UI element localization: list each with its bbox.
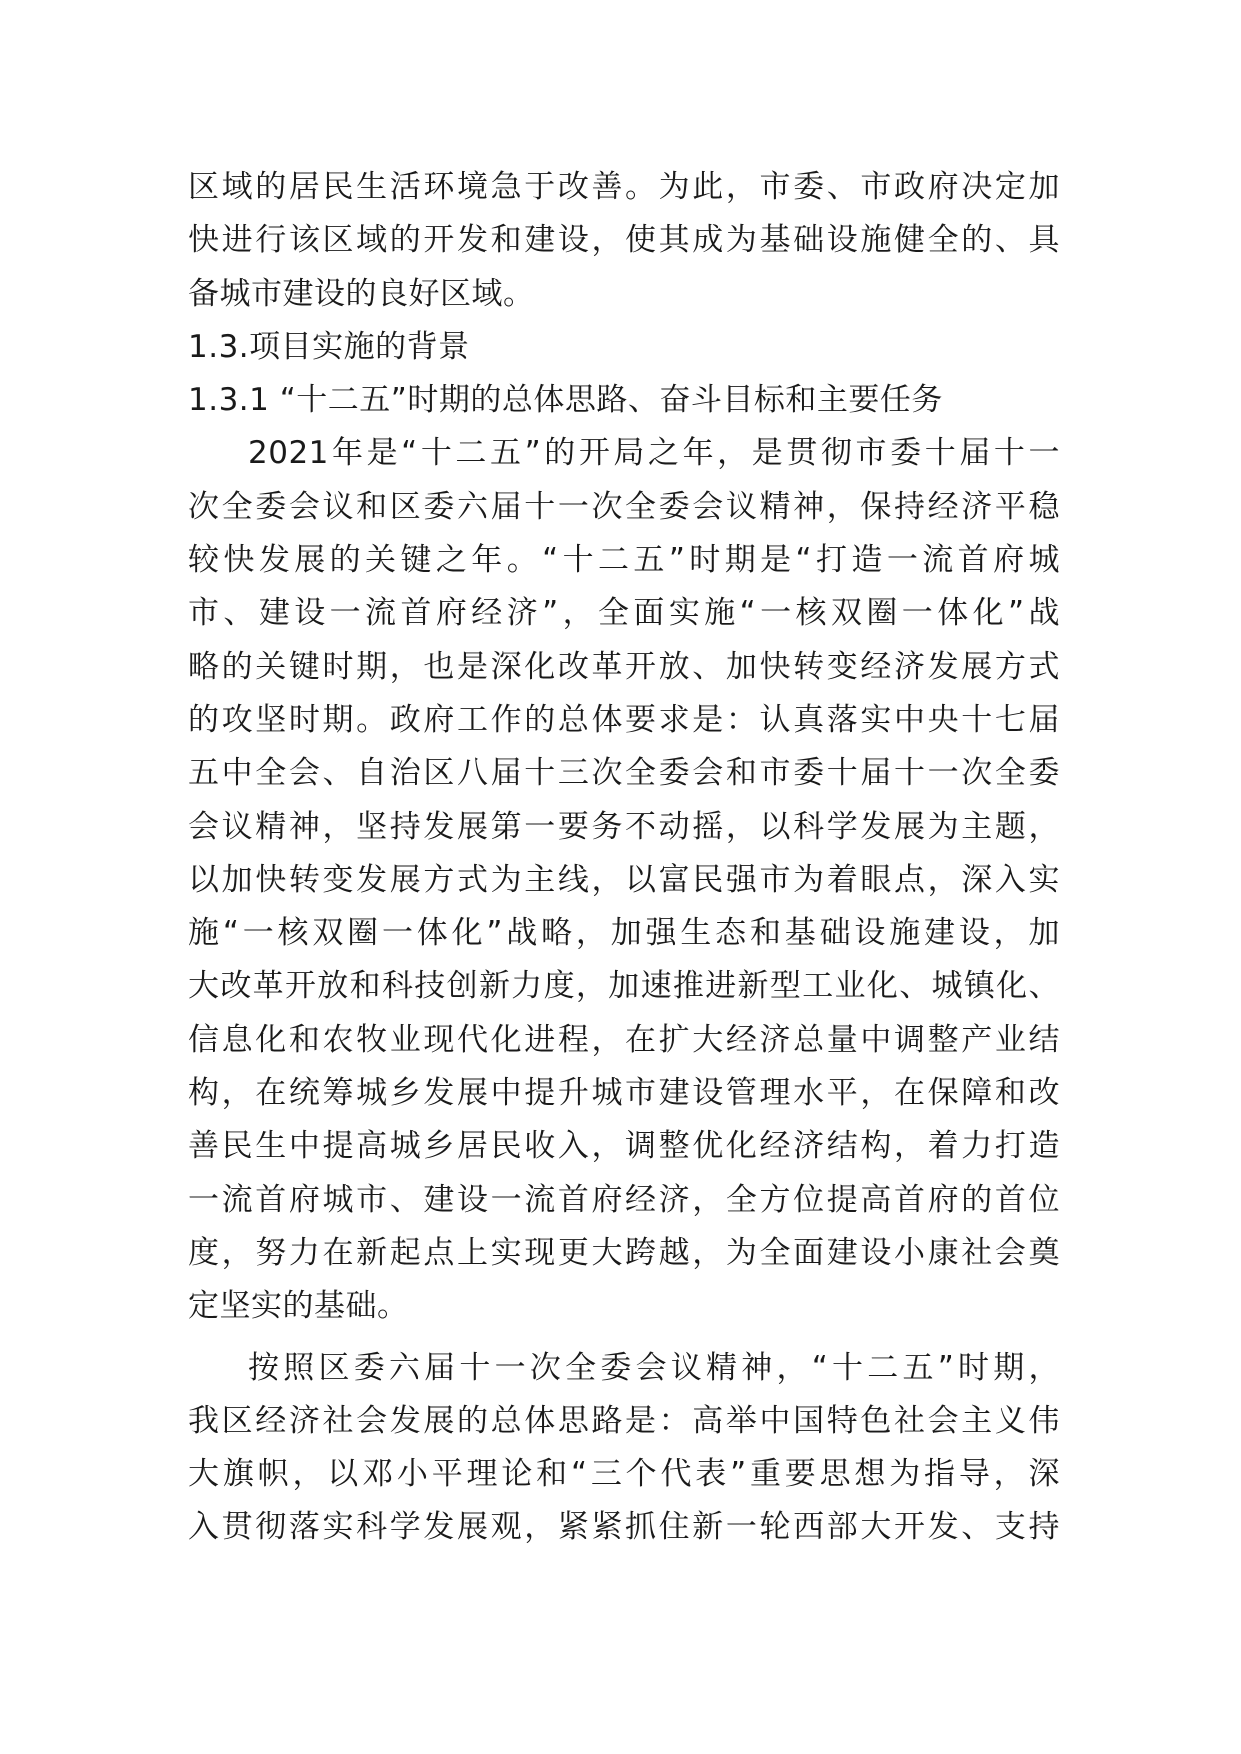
section-heading-1-3-1: 1.3.1 “十二五”时期的总体思路、奋斗目标和主要任务: [188, 382, 943, 419]
text-line: 大旗帜，以邓小平理论和“三个代表”重要思想为指导，深: [188, 1456, 1060, 1493]
paragraph-spacer: [188, 1334, 1060, 1342]
text-line: 会议精神，坚持发展第一要务不动摇，以科学发展为主题，: [188, 808, 1060, 845]
document-body: [188, 161, 1060, 1555]
text-line: 度，努力在新起点上实现更大跨越，为全面建设小康社会奠: [188, 1234, 1060, 1271]
text-line: 施“一核双圈一体化”战略，加强生态和基础设施建设，加: [188, 915, 1060, 952]
section-heading-1-3: 1.3.项目实施的背景: [188, 328, 470, 365]
text-line: 一流首府城市、建设一流首府经济，全方位提高首府的首位: [188, 1181, 1060, 1218]
text-line: 定坚实的基础。: [188, 1288, 409, 1325]
text-line: 2021年是“十二五”的开局之年，是贯彻市委十届十一: [248, 435, 1060, 472]
paragraph-2021-overview: [188, 427, 1060, 1333]
text-line: 善民生中提高城乡居民收入，调整优化经济结构，着力打造: [188, 1128, 1060, 1165]
text-line: 按照区委六届十一次全委会议精神，“十二五”时期，: [248, 1349, 1060, 1386]
text-line: 信息化和农牧业现代化进程，在扩大经济总量中调整产业结: [188, 1021, 1060, 1058]
text-line: 大改革开放和科技创新力度，加速推进新型工业化、城镇化、: [188, 968, 1060, 1005]
text-line: 构，在统筹城乡发展中提升城市建设管理水平，在保障和改: [188, 1075, 1060, 1112]
text-line: 区域的居民生活环境急于改善。为此，市委、市政府决定加: [188, 169, 1060, 205]
text-line: 五中全会、自治区八届十三次全委会和市委十届十一次全委: [188, 755, 1060, 792]
text-line: 略的关键时期，也是深化改革开放、加快转变经济发展方式: [188, 648, 1060, 685]
text-line: 备城市建设的良好区域。: [188, 275, 535, 312]
paragraph-continuation: [188, 161, 1060, 321]
text-line: 市、建设一流首府经济”，全面实施“一核双圈一体化”战: [188, 595, 1060, 632]
text-line: 快进行该区域的开发和建设，使其成为基础设施健全的、具: [188, 222, 1060, 259]
text-line: 较快发展的关键之年。“十二五”时期是“打造一流首府城: [188, 542, 1060, 579]
text-line: 入贯彻落实科学发展观，紧紧抓住新一轮西部大开发、支持: [188, 1509, 1060, 1546]
text-line: 我区经济社会发展的总体思路是：高举中国特色社会主义伟: [188, 1402, 1060, 1439]
text-line: 以加快转变发展方式为主线，以富民强市为着眼点，深入实: [188, 861, 1060, 898]
paragraph-overall-approach: [188, 1342, 1060, 1555]
text-line: 的攻坚时期。政府工作的总体要求是：认真落实中央十七届: [188, 701, 1060, 738]
text-line: 次全委会议和区委六届十一次全委会议精神，保持经济平稳: [188, 488, 1060, 525]
